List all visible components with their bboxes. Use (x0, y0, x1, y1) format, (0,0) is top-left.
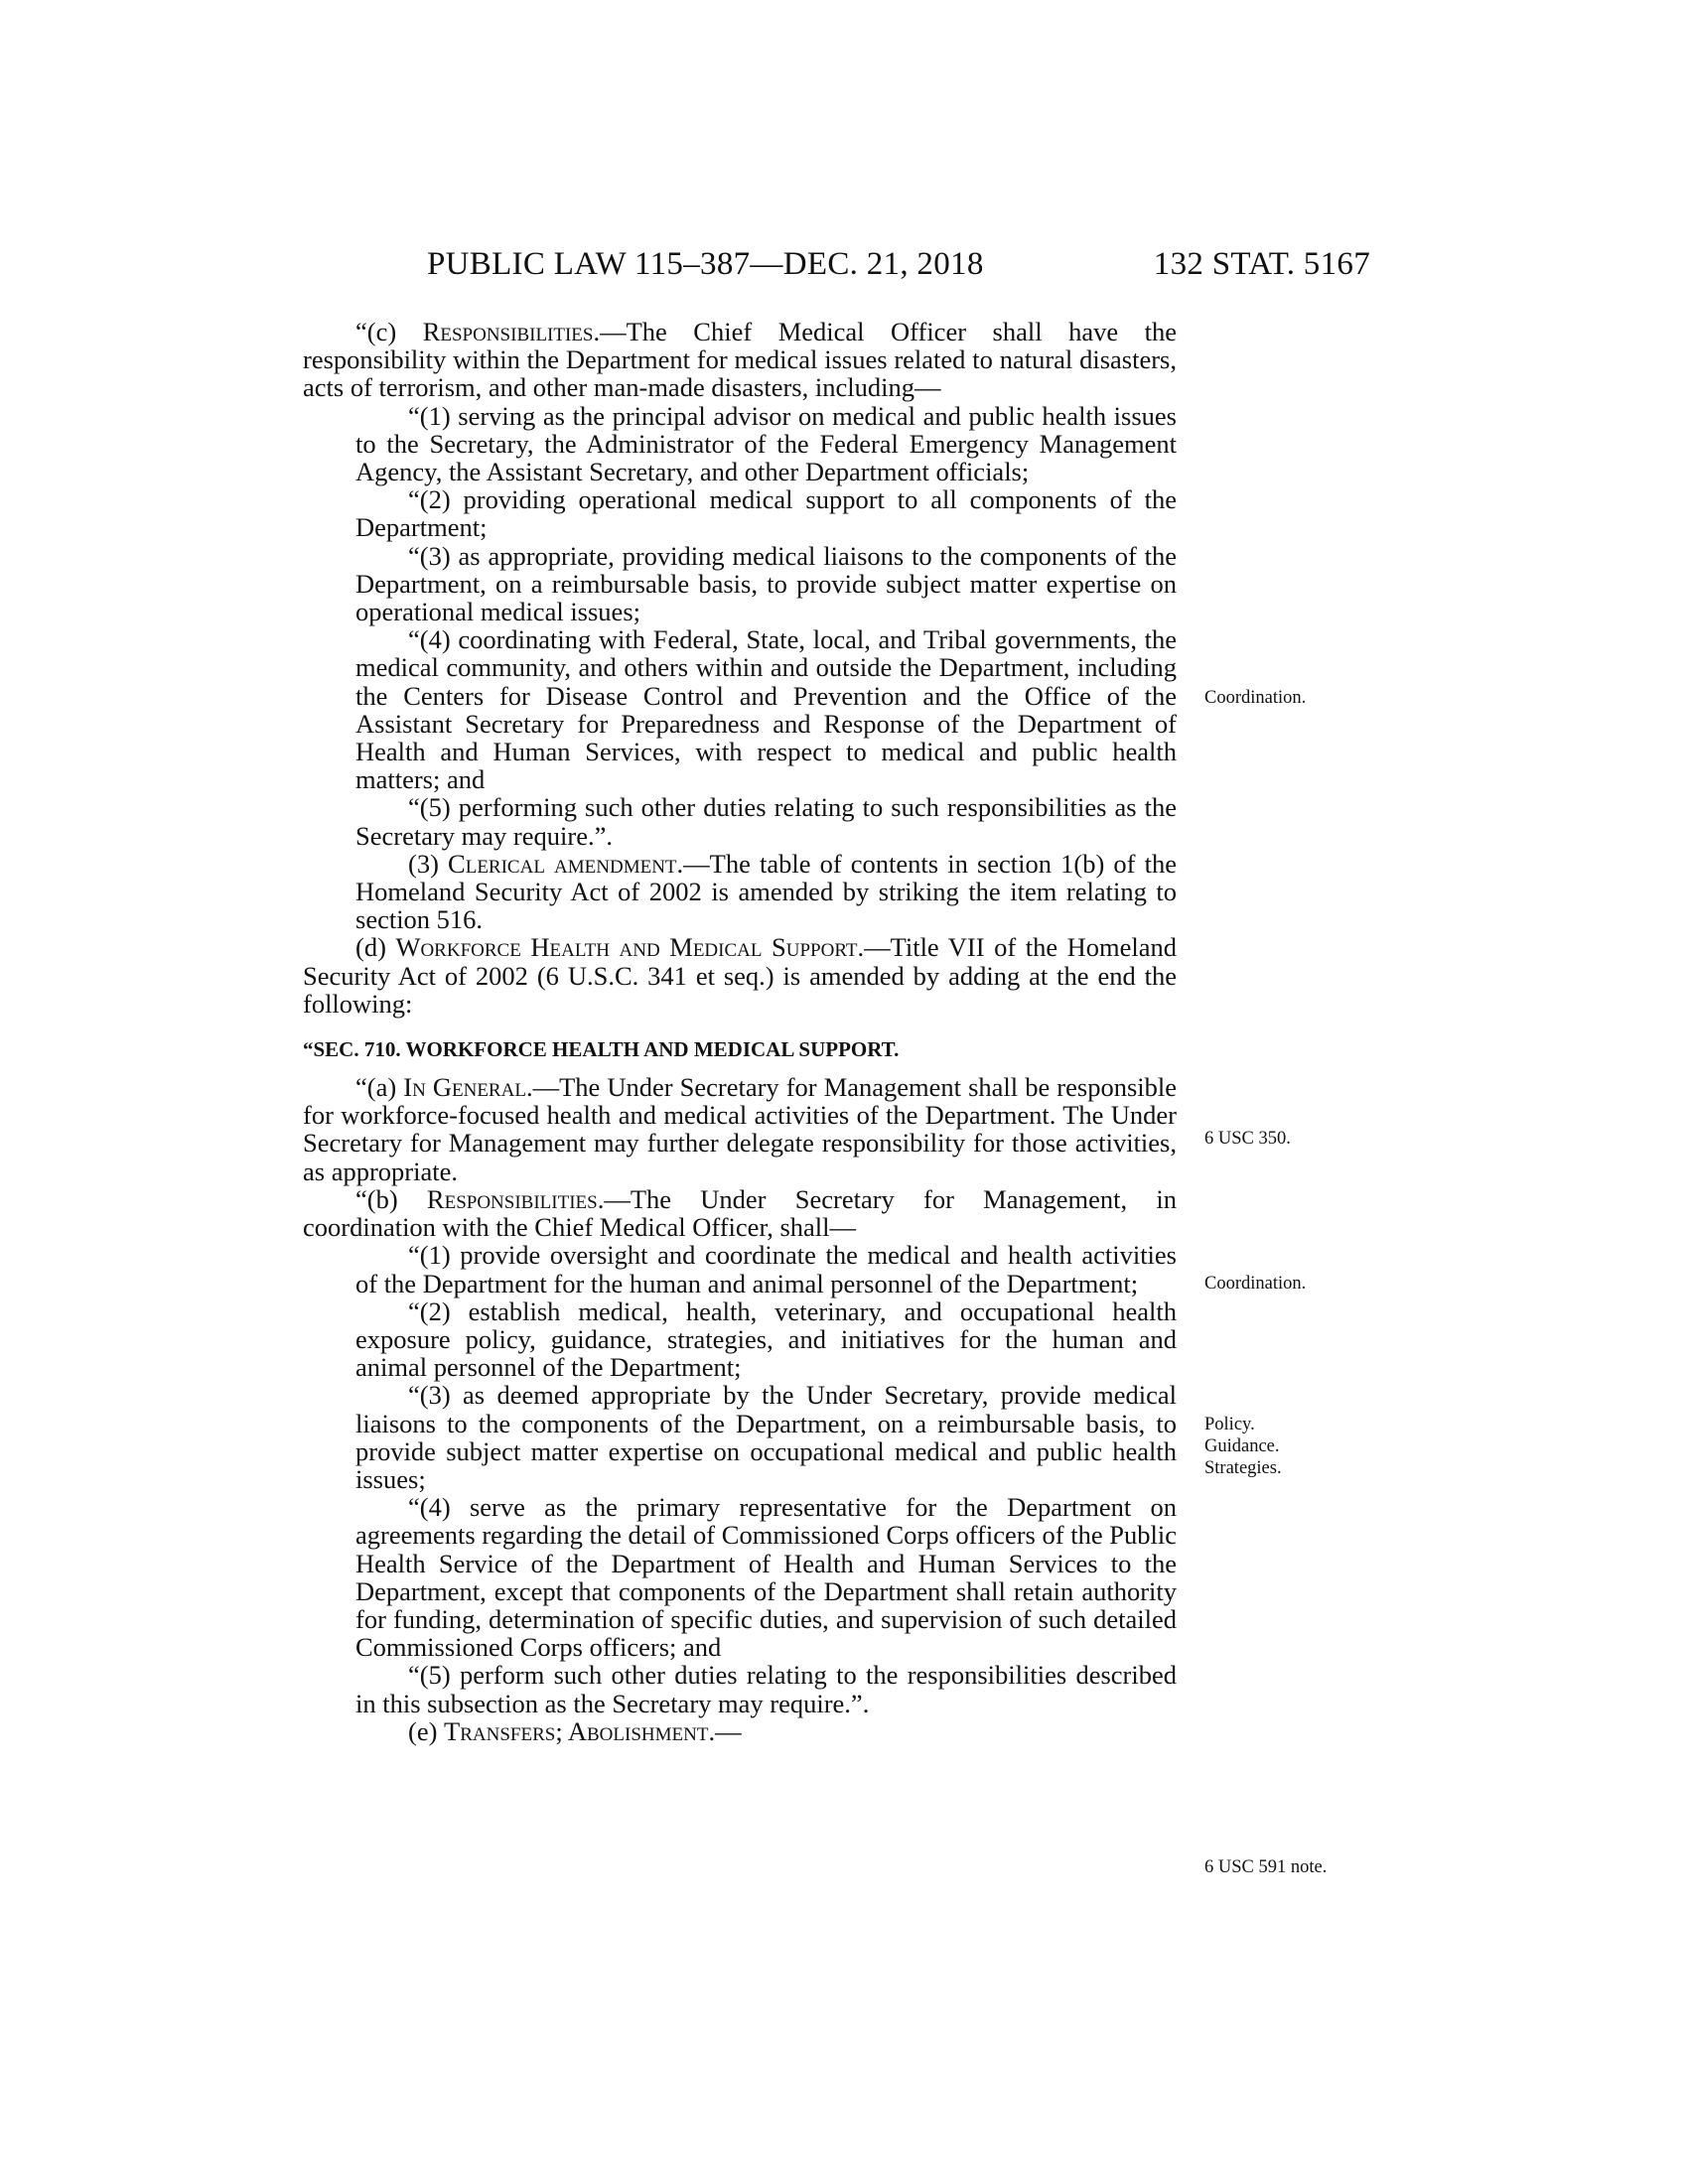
margin-note-usc: 6 USC 591 note. (1204, 1857, 1328, 1877)
clerical-amendment: (3) Clerical amendment.—The table of contents in section 1(b) of the Homeland Security Act of 2002 is amended by striking the item relating to section 516. (355, 848, 1177, 935)
margin-note-usc: 6 USC 350. (1204, 1129, 1291, 1149)
paragraph-b1: “(1) provide oversight and coordinate the medical and health activities of the Department for the human and animal personnel of the Department; (355, 1240, 1177, 1298)
margin-note-coordination: Coordination. (1204, 688, 1307, 708)
subsection-e: (e) Transfers; Abolishment.— (408, 1715, 742, 1746)
paragraph-b5: “(5) perform such other duties relating to the responsibilities described in this subsection as the Secretary may require.”. (355, 1660, 1177, 1718)
paragraph-c2: “(2) providing operational medical support to all components of the Department; (355, 484, 1177, 543)
margin-note-policy: Policy. (1204, 1415, 1255, 1434)
section-heading: “SEC. 710. WORKFORCE HEALTH AND MEDICAL SUPPORT. (303, 1037, 900, 1062)
paragraph-c4: “(4) coordinating with Federal, State, local, and Tribal governments, the medical community, and others within and outside the Department, including the Centers for Disease Control and Prevention and the Office of the Assistant Secretary for Preparedness and Response of the Department of Health and Human Services, with respect to medical and public health matters; and (355, 624, 1177, 795)
paragraph-b3: “(3) as deemed appropriate by the Under Secretary, provide medical liaisons to the components of the Department, on a reimbursable basis, to provide subject matter expertise on occupational medical and public health issues; (355, 1380, 1177, 1494)
paragraph-b4: “(4) serve as the primary representative for the Department on agreements regarding the detail of Commissioned Corps officers of the Public Health Service of the Department of Health and Human Services to the Department, except that components of the Department shall retain authority for funding, determination of specific duties, and supervision of such detailed Commissioned Corps officers; and (355, 1492, 1177, 1663)
subsection-a: “(a) In General.—The Under Secretary for Management shall be responsible for workforce-focused health and medical activities of the Department. The Under Secretary for Management may further delegate responsibility for those activities, as appropriate. (303, 1072, 1177, 1186)
running-header-title: PUBLIC LAW 115–387—DEC. 21, 2018 (427, 246, 984, 282)
page-number-stat: 132 STAT. 5167 (1153, 246, 1370, 282)
paragraph-b2: “(2) establish medical, health, veterinary, and occupational health exposure policy, guidance, strategies, and initiatives for the human and animal personnel of the Department; (355, 1296, 1177, 1383)
subsection-d: (d) Workforce Health and Medical Support.—Title VII of the Homeland Security Act of 2002 (6 U.S.C. 341 et seq.) is amended by adding at the end the following: (303, 932, 1178, 1019)
body-text (303, 318, 1177, 1745)
paragraph-c5: “(5) performing such other duties relating to such responsibilities as the Secretary may require.”. (355, 792, 1177, 851)
margin-note-coordination: Coordination. (1204, 1274, 1307, 1294)
margin-note-strategies: Strategies. (1204, 1458, 1282, 1478)
paragraph-c3: “(3) as appropriate, providing medical liaisons to the components of the Department, on a reimbursable basis, to provide subject matter expertise on operational medical issues; (355, 540, 1177, 627)
subsection-heading: Responsibilities (422, 317, 594, 346)
paragraph-c1: “(1) serving as the principal advisor on medical and public health issues to the Secretary, the Administrator of the Federal Emergency Management Agency, the Assistant Secretary, and other Department officials; (355, 400, 1177, 487)
subsection-b: “(b) Responsibilities.—The Under Secretary for Management, in coordination with the Chief Medical Officer, shall— (303, 1183, 1177, 1243)
margin-note-guidance: Guidance. (1204, 1436, 1280, 1456)
subsection-c: “(c) Responsibilities.—The Chief Medical Officer shall have the responsibility within the Department for medical issues related to natural disasters, acts of terrorism, and other man-made disasters, including— (303, 317, 1177, 403)
